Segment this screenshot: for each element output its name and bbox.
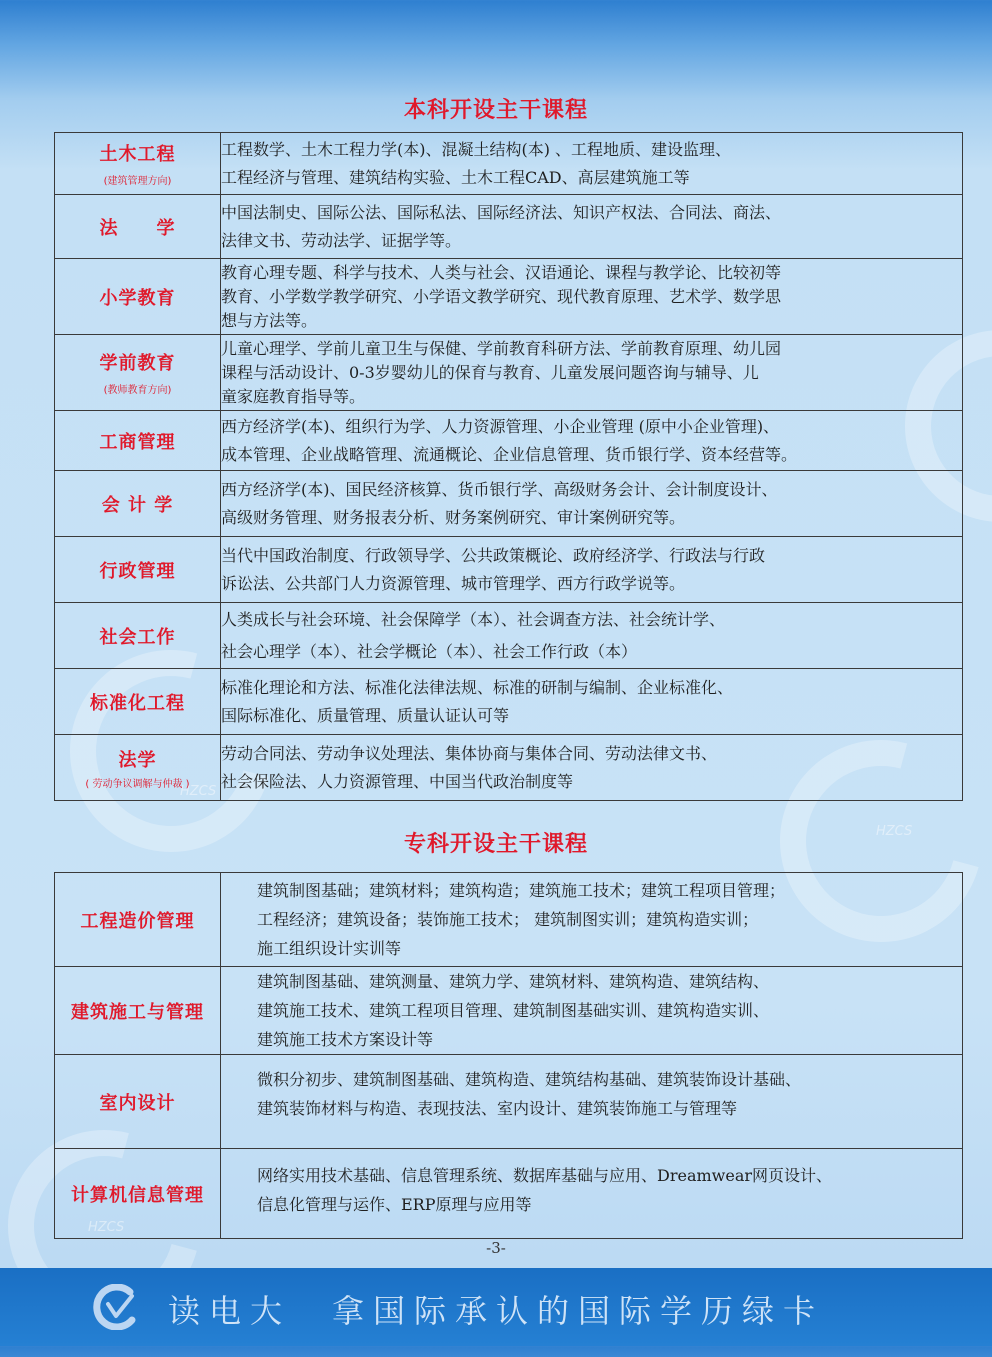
table-row [55,669,963,735]
course-line: 西方经济学(本)、组织行为学、人力资源管理、小企业管理 (原中小企业管理)、 [221,416,780,436]
course-list-cell [221,669,963,735]
course-line: 儿童心理学、学前儿童卫生与保健、学前教育科研方法、学前教育原理、幼儿园 [221,338,782,358]
course-list-cell [221,259,963,335]
course-line: 诉讼法、公共部门人力资源管理、城市管理学、西方行政学说等。 [221,573,686,593]
course-line: 社会保险法、人力资源管理、中国当代政治制度等 [221,771,574,791]
university-logo-icon [92,1284,142,1330]
course-list-cell [221,411,963,471]
college-course-table [54,872,963,1239]
major-name: 室内设计 [99,1092,176,1114]
course-line: 人类成长与社会环境、社会保障学（本）、社会调查方法、社会统计学、 [221,609,726,629]
course-list-cell [221,735,963,801]
major-label-cell [55,335,221,411]
major-name: 法 学 [99,217,176,239]
major-name: 建筑施工与管理 [71,1001,204,1023]
course-line: 建筑制图基础、建筑测量、建筑力学、建筑材料、建筑构造、建筑结构、 [257,972,770,991]
course-line: 高级财务管理、财务报表分析、财务案例研究、审计案例研究等。 [221,507,686,527]
footer-slogan: 读电大 拿国际承认的国际学历绿卡 [168,1292,825,1330]
major-name: 法学 [118,749,157,771]
course-list-cell [221,335,963,411]
course-line: 成本管理、企业战略管理、流通概论、企业信息管理、货币银行学、资本经营等。 [221,444,798,464]
course-line: 劳动合同法、劳动争议处理法、集体协商与集体合同、劳动法律文书、 [221,743,718,763]
major-name: 学前教育 [99,353,176,374]
course-line: 西方经济学(本)、国民经济核算、货币银行学、高级财务会计、会计制度设计、 [221,479,778,499]
table-row [55,1055,963,1149]
course-line: 课程与活动设计、0-3岁婴幼儿的保育与教育、儿童发展问题咨询与辅导、儿 [221,362,759,382]
course-line: 工程数学、土木工程力学(本)、混凝土结构(本) 、工程地质、建设监理、 [221,139,732,159]
watermark-text: HZCS [88,1220,125,1235]
course-line: 当代中国政治制度、行政领导学、公共政策概论、政府经济学、行政法与行政 [221,545,766,565]
course-line: 网络实用技术基础、信息管理系统、数据库基础与应用、Dreamwear网页设计、 [257,1166,833,1185]
major-name: 会 计 学 [101,494,174,516]
major-direction: (教师教育方向) [103,385,172,396]
major-name: 工程造价管理 [80,910,195,932]
course-line: 教育、小学数学教学研究、小学语文教学研究、现代教育原理、艺术学、数学思 [221,286,782,306]
table-row [55,967,963,1055]
major-name: 小学教育 [99,287,176,309]
course-line: 信息化管理与运作、ERP原理与应用等 [257,1195,532,1214]
table-row [55,471,963,537]
undergrad-course-table [54,132,963,801]
table-row [55,133,963,195]
major-label-cell [55,1055,221,1149]
course-line: 想与方法等。 [221,310,318,330]
course-list-cell [221,1055,963,1149]
course-line: 国际标准化、质量管理、质量认证认可等 [221,705,510,725]
table-row [55,411,963,471]
course-list-cell [221,133,963,195]
course-line: 童家庭教育指导等。 [221,386,366,406]
major-direction: ( 劳动争议调解与仲裁 ) [85,778,190,790]
course-list-cell [221,873,963,967]
page-number: -3- [486,1239,506,1257]
table-row [55,603,963,669]
major-label-cell [55,735,221,801]
undergrad-section-title: 本科开设主干课程 [403,98,588,123]
major-name: 标准化工程 [90,692,185,714]
course-line: 教育心理专题、科学与技术、人类与社会、汉语通论、课程与教学论、比较初等 [221,262,782,282]
course-list-cell [221,471,963,537]
major-direction: (建筑管理方向) [103,176,172,187]
major-label-cell [55,873,221,967]
table-row [55,335,963,411]
course-list-cell [221,537,963,603]
table-row [55,873,963,967]
college-section-title: 专科开设主干课程 [403,832,588,857]
table-row [55,735,963,801]
course-line: 微积分初步、建筑制图基础、建筑构造、建筑结构基础、建筑装饰设计基础、 [257,1070,802,1089]
major-name: 计算机信息管理 [71,1184,204,1206]
major-name: 行政管理 [99,560,176,582]
course-line: 中国法制史、国际公法、国际私法、国际经济法、知识产权法、合同法、商法、 [221,202,782,222]
course-line: 标准化理论和方法、标准化法律法规、标准的研制与编制、企业标准化、 [221,677,734,697]
major-label-cell [55,195,221,259]
course-line: 工程经济；建筑设备；装饰施工技术； 建筑制图实训；建筑构造实训； [257,910,759,929]
course-list-cell [221,967,963,1055]
table-row [55,1149,963,1239]
course-line: 建筑制图基础；建筑材料；建筑构造；建筑施工技术；建筑工程项目管理； [257,881,786,900]
major-label-cell [55,967,221,1055]
major-name: 社会工作 [99,626,176,648]
major-label-cell [55,537,221,603]
watermark-text: HZCS [180,784,217,799]
major-label-cell [55,1149,221,1239]
course-line: 建筑施工技术方案设计等 [257,1030,434,1049]
course-list-cell [221,1149,963,1239]
course-line: 社会心理学（本）、社会学概论（本）、社会工作行政（本） [221,641,638,661]
course-line: 施工组织设计实训等 [257,939,402,958]
major-name: 土木工程 [99,144,176,165]
course-list-cell [221,603,963,669]
major-label-cell [55,411,221,471]
table-row [55,195,963,259]
footer-banner [0,1268,992,1346]
course-line: 工程经济与管理、建筑结构实验、土木工程CAD、高层建筑施工等 [221,167,690,187]
table-row [55,259,963,335]
course-line: 建筑施工技术、建筑工程项目管理、建筑制图基础实训、建筑构造实训、 [257,1001,770,1020]
major-name: 工商管理 [99,431,176,453]
major-label-cell [55,259,221,335]
course-line: 法律文书、劳动法学、证据学等。 [221,230,462,250]
major-label-cell [55,603,221,669]
watermark-text: HZCS [876,824,913,839]
major-label-cell [55,133,221,195]
major-label-cell [55,471,221,537]
table-row [55,537,963,603]
major-label-cell [55,669,221,735]
course-list-cell [221,195,963,259]
course-line: 建筑装饰材料与构造、表现技法、室内设计、建筑装饰施工与管理等 [257,1099,738,1118]
